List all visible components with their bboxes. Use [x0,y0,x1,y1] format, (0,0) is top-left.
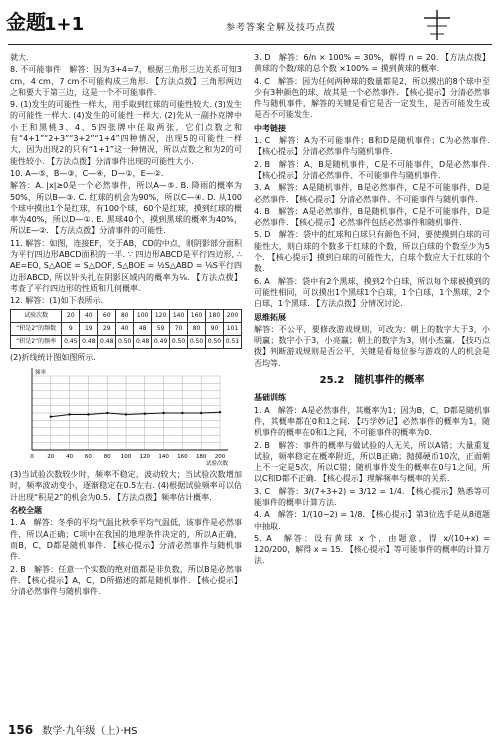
left-column [10,52,242,598]
table-cell: 0.48 [80,335,98,348]
table-cell: “积是2”的频率 [11,335,62,348]
x-tick-label: 100 [120,453,132,460]
table-cell: 0.50 [188,335,206,348]
data-point [144,412,146,414]
data-point [106,412,108,414]
table-cell: 200 [223,309,241,322]
table-cell: 0.50 [170,335,188,348]
table-cell: 140 [170,309,188,322]
table-cell: 29 [98,322,116,335]
table-cell: 100 [134,309,152,322]
page-number: 156 [8,723,34,737]
table-cell: 60 [98,309,116,322]
table-cell: 0.48 [98,335,116,348]
x-tick-label: 80 [103,453,111,460]
left-p6: 12. 解答：(1)如下表所示. [10,296,104,306]
x-tick-label: 160 [177,453,188,460]
right-p7: 5. D 解答：袋中的红球和白球只有颜色不同，要使摸到白球的可能性大，则白球的个数多于红球的个数，所以白球的个数至少为5个. 【核心提示】摸到白球的可能性大，白球个数应大于红球的个数. [254,230,490,274]
x-axis-label: 试验次数 [205,460,228,466]
right-heading-2: 思维拓展 [254,312,286,322]
table-cell: 160 [188,309,206,322]
right-p11: 2. B 解答：事件的概率与做试验的人无关，所以A错；大量重复试验，频率稳定在概率附近，所以B正确；抛掷硬币10次，正面朝上不一定是5次，所以C错；随机事件发生的概率在0与1之间，所以C和D都不正确. 【核心提示】理解频率与概率的关系. [254,440,490,484]
data-point [219,411,221,413]
right-p1: 3. D 解答：6/n × 100% = 30%，解得 n = 20. 【方法点拨】黄球的个数/球的总个数 ×100% = 摸到黄球的概率. [254,53,490,74]
page-header [0,0,500,48]
x-tick-label: 40 [66,453,74,460]
x-tick-label: 200 [214,453,226,460]
left-p8: (3)当试验次数较少时，频率不稳定，波动较大；当试验次数增加时，频率波动变小，逐渐稳定在0.5左右. (4)根据试验频率可以估计出现“积是2”的机会为0.5. 【方法点拨】频率估计概率. [10,470,242,502]
left-p4: 解答：A. |x|≥0是一个必然事件，所以A—⑤. B. 降雨的概率为50%，所以B—③. C. 红球的机会为90%，所以C—④. D. 从100个球中摸出1个是红球，有100个球，60个是红球，摸到红球的概率为40%，所以D—①. E. 黑球40个，摸到黑球的概率为40%，所以E—②. 【方法点拨】分清事件的可能性. [10,181,242,236]
brand-logo [6,6,118,42]
right-p13: 4. A 解答：1/(10−2) = 1/8. 【核心提示】第3位选手是从8道题中抽取. [254,510,490,531]
table-cell: 20 [62,309,80,322]
right-p8: 6. A 解答：袋中有2个黑球，摸到2个白球，所以每个球被摸到的可能性相同，可以摸出1个黑球1个白球，1个白球，1个黑球，2个白球，1个黑球. 【方法点拨】分情况讨论. [254,276,490,309]
left-p10: 2. B 解答：任意一个实数的绝对值都是非负数，所以B是必然事件. 【核心提示】A，C，D所描述的都是随机事件. 【核心提示】分清必然事件与随机事件. [10,564,242,597]
table-cell: 40 [80,309,98,322]
frequency-table [10,309,242,349]
logo-cn: 金题 [6,10,46,34]
right-p12: 3. C 解答：3/(7+3+2) = 3/12 = 1/4. 【核心提示】熟悉等可能事件的概率计算方法. [254,486,490,507]
right-heading-3: 基础训练 [254,393,286,403]
data-point [68,413,70,415]
data-point [162,412,164,414]
decor-icon [418,8,456,42]
table-cell: 101 [223,322,241,335]
table-row [11,322,242,335]
page-footer [8,722,137,737]
right-p4: 2. B 解答：A、B是随机事件，C是不可能事件，D是必然事件. 【核心提示】分清必然事件、不可能事件与随机事件. [254,159,490,180]
right-p10: 1. A 解答：A是必然事件，其概率为1；因为B，C，D都是随机事件，其概率都在0和1之间. 【巧学妙记】必然事件的概率为1，随机事件的概率在0和1之间，不可能事件的概率为0. [254,405,490,438]
table-cell: 试验次数 [11,309,62,322]
left-p9: 1. A 解答：冬季的平均气温比秋季平均气温低，该事件是必然事件，所以A正确；C项中在我国的地理条件决定的，所以A正确，而B，C，D都是随机事件. 【核心提示】分清必然事件与随机事件. [10,518,242,562]
table-cell: 180 [205,309,223,322]
table-cell: 120 [152,309,170,322]
table-header-row [11,309,242,322]
table-cell: 80 [188,322,206,335]
table-cell: “积是2”的频数 [11,322,62,335]
right-p9: 解答：不公平，要修改游戏规则，可改为：朝上的数字大于3，小明赢；数字小于3，小亮赢；朝上的数字为3，则小杰赢. 【技巧点拨】判断游戏规则是否公平，关键是看每位参与游戏的人的机会是否均等. [254,324,490,368]
left-p1: 8. 不可能事件 解答：因为3+4=7，根据三角形三边关系可知3 cm，4 cm，7 cm不可能构成三角形. 【方法点拨】三角形两边之和要大于第三边，这是一个不可能事件. [10,65,242,97]
table-cell: 0.49 [152,335,170,348]
right-heading-1: 中考链接 [254,123,286,133]
data-point [181,412,183,414]
left-p7: (2)折线统计图如图所示. [10,352,96,362]
header-subtitle: 参考答案全解及技巧点拨 [226,23,337,33]
data-point [87,413,89,415]
x-tick-label: 180 [195,453,207,460]
data-point [200,412,202,414]
table-row [11,335,242,348]
x-tick-label: 60 [84,453,92,460]
left-p2: 9. (1)发生的可能性一样大，用手取到红球的可能性较大. (3)发生的可能性一样大. (4)发生的可能性一样大. (2)先从一副扑克牌中小王和黑桃3、4、5四张牌中任取两张，它们点数之和有“4+1”“2+3”“3+2”“1+4”四种情况，出现5的可能性一样大，因为出现2的只有“1+1”这一种情况，所以点数之和为2的可能性较小. 【方法点拨】分清事件出现的可能性大小. [10,100,242,166]
table-cell: 0.50 [205,335,223,348]
table-cell: 0.50 [116,335,134,348]
right-p3: 1. C 解答：A为不可能事件；B和D是随机事件；C为必然事件. 【核心提示】分清必然事件与随机事件. [254,136,490,157]
table-cell: 40 [116,322,134,335]
right-p14: 5. A 解答：设有黄球 x 个，由题意，得 x/(10+x) = 120/200，解得 x = 15. 【核心提示】等可能事件的概率的计算方法. [254,533,490,566]
x-tick-label: 20 [47,453,55,460]
table-cell: 48 [134,322,152,335]
x-tick-label: 120 [139,453,151,460]
table-cell: 0.45 [62,335,80,348]
left-p0: 就大. [10,53,29,62]
table-cell: 80 [116,309,134,322]
table-cell: 9 [62,322,80,335]
logo-en: 1+1 [44,14,85,35]
data-point [50,415,52,417]
right-column [254,52,490,568]
section-title: 25.2 随机事件的概率 [319,375,425,387]
frequency-line-chart [10,364,242,466]
right-p5: 3. A 解答：A是随机事件，B是必然事件，C是不可能事件，D是必然事件. 【核心提示】分清必然事件、不可能事件与随机事件. [254,183,490,204]
table-cell: 19 [80,322,98,335]
left-p3: 10. A—⑤，B—③，C—④，D—①，E—②. [10,168,164,178]
data-point [125,413,127,415]
x-tick-label: 0 [30,453,34,460]
table-cell: 0.48 [134,335,152,348]
right-p6: 4. B 解答：A是必然事件，B是随机事件，C是不可能事件，D是必然事件. 【核心提示】必然事件包括必然事件和随机事件. [254,206,490,228]
header-rule [8,44,492,45]
table-cell: 90 [205,322,223,335]
table-cell: 0.51 [223,335,241,348]
left-p5: 11. 解答：如图，连接EF，交于AB，CD的中点，则阴影部分面积为平行四边形ABCD面积的一半. ∵ 四边形ABCD是平行四边形, ∴ AE=EO, S△AOE = S△DOF, S△BOE = ½S△ABD = ⅛S平行四边形ABCD, 所以针头扎在阴影区域内的概率为⅛. 【方法点拨】考查了平行四边形的性质和几何概率. [10,238,242,293]
left-heading-1: 名校全题 [10,506,42,516]
footer-subject: 数学·九年级（上）·HS [42,726,138,737]
y-axis-label: 频率 [35,369,47,376]
x-tick-label: 140 [158,453,169,460]
right-p2: 4. C 解答：因为任何两种球的数量都是2，所以摸出的8个球中至少有3种颜色的球，故其是一个必然事件. 【核心提示】分清必然事件与随机事件，解答的关键是看它是否一定发生，是否可能发生或是否不可能发生. [254,76,490,120]
table-cell: 70 [170,322,188,335]
table-cell: 59 [152,322,170,335]
